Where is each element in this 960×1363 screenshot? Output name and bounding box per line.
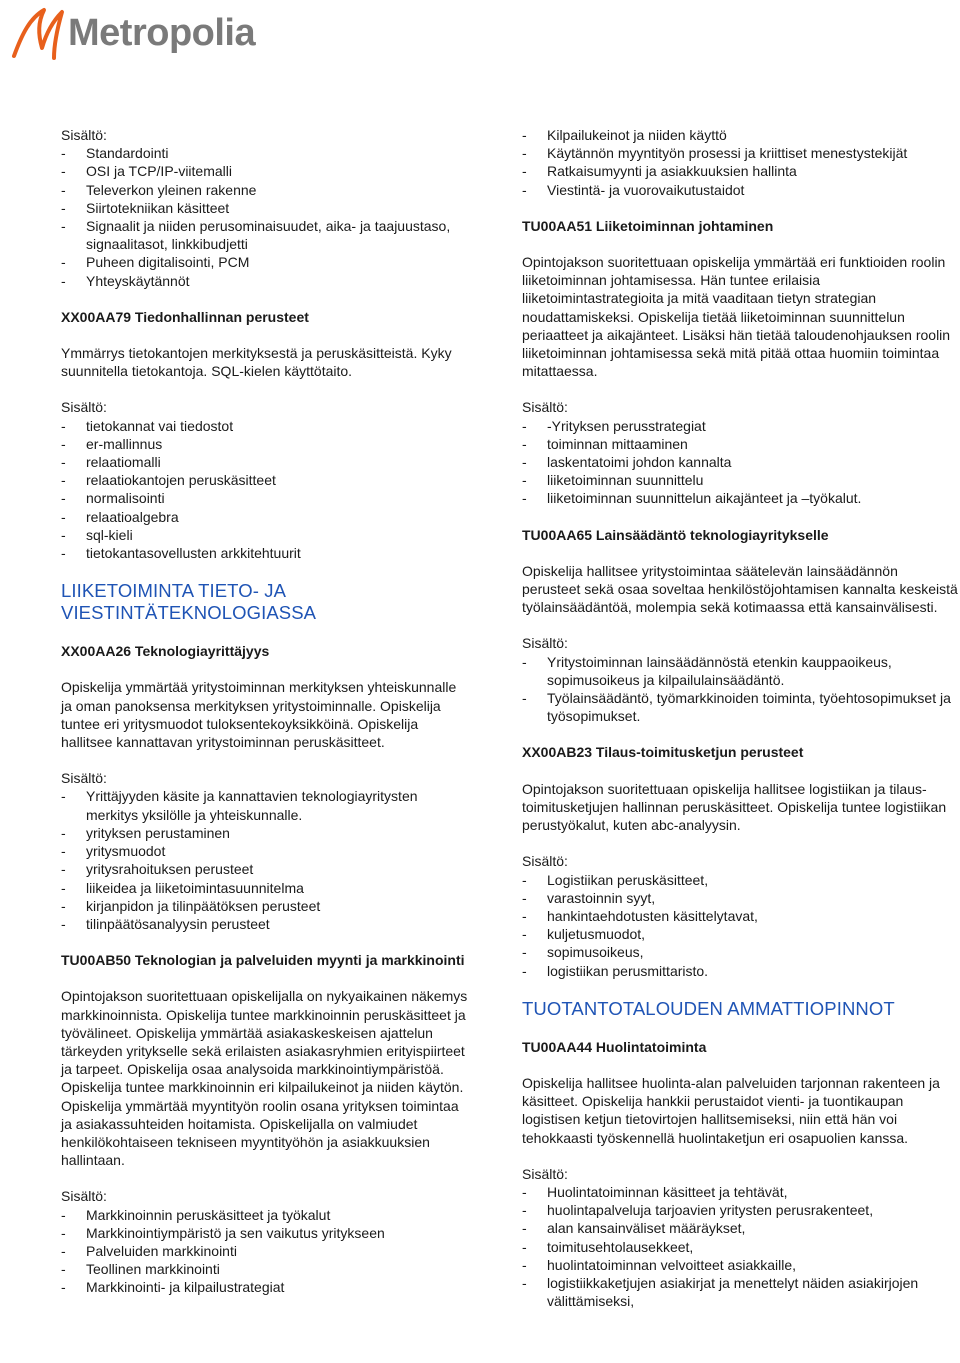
list-item: - sql-kieli [61,526,471,544]
intro-content [61,126,471,290]
content-label: Sisältö: [522,399,568,416]
course-title: XX00AA26 Teknologiayrittäjyys [61,643,270,660]
list-item: - sopimusoikeus, [522,943,960,961]
course-content [522,634,960,725]
list-item: - laskentatoimi johdon kannalta [522,453,960,471]
course-content [522,1165,960,1311]
list-item: - varastoinnin syyt, [522,889,960,907]
content-list-continued [522,126,960,199]
list-item: - Yrittäjyyden käsite ja kannattavien teknologiayritysten merkitys yksilölle ja yhteiskunnalle. [61,787,471,823]
list-item: - Markkinointi- ja kilpailustrategiat [61,1278,471,1296]
content-list [522,417,960,508]
list-item: - logistiikkaketjujen asiakirjat ja menettelyt näiden asiakirjojen välittämiseksi, [522,1274,960,1310]
section-heading-line: VIESTINTÄTEKNOLOGIASSA [61,602,317,624]
list-item: - OSI ja TCP/IP-viitemalli [61,162,471,180]
list-item: - Viestintä- ja vuorovaikutustaidot [522,181,960,199]
course-title: TU00AB50 Teknologian ja palveluiden myynti ja markkinointi [61,952,465,969]
list-item: - relaatiokantojen peruskäsitteet [61,471,471,489]
content-label: Sisältö: [61,1188,107,1205]
list-item: - kirjanpidon ja tilinpäätöksen perusteet [61,897,471,915]
content-list [61,787,471,933]
course-description: Ymmärrys tietokantojen merkityksestä ja peruskäsitteistä. Kyky suunnitella tietokantoja. SQL-kielen käyttötaito. [61,345,452,380]
list-item: - yritysmuodot [61,842,471,860]
list-item: - tietokantasovellusten arkkitehtuurit [61,544,471,562]
list-item: - Teollinen markkinointi [61,1260,471,1278]
list-item: - normalisointi [61,489,471,507]
content-label: Sisältö: [522,853,568,870]
course-description: Opiskelija ymmärtää yritystoiminnan merkityksen yhteiskunnalle ja oman panoksensa merkityksen yritystoiminnalle. Opiskelija tuntee eri yritysmuodot tuloksentekoyksikköinä. Opiskelija hallitsee kannattavan yritystoiminnan peruskäsitteet. [61,679,457,751]
content-list [522,871,960,980]
section-heading [61,580,471,624]
list-item: - logistiikan perusmittaristo. [522,962,960,980]
list-item: - yrityksen perustaminen [61,824,471,842]
course-content [61,769,471,933]
list-item: - tilinpäätösanalyysin perusteet [61,915,471,933]
list-item: - -Yrityksen perusstrategiat [522,417,960,435]
course-description: Opintojakson suoritettuaan opiskelija hallitsee logistiikan ja tilaus-toimitusketjujen hallinnan peruskäsitteet. Opiskelija tuntee logistiikan perustyökalut, kuten abc-analyysin. [522,780,947,834]
list-item: - Televerkon yleinen rakenne [61,181,471,199]
content-label: Sisältö: [61,127,107,143]
content-label: Sisältö: [61,770,107,787]
list-item: - Markkinointiympäristö ja sen vaikutus yritykseen [61,1224,471,1242]
list-item: - relaatiomalli [61,453,471,471]
metropolia-logo-icon [8,4,66,62]
course-title: TU00AA65 Lainsäädäntö teknologiayritykselle [522,526,829,543]
left-column [61,126,471,1315]
list-item: - toimitusehtolausekkeet, [522,1238,960,1256]
course-description: Opintojakson suoritettuaan opiskelija ymmärtää eri funktioiden roolin liiketoiminnan johtamisessa. Hän tuntee erilaisia liiketoimintastrategioita ja mitä vaaditaan tietyn strategian noudattamiskeksi. Opiskelija tietää liiketoiminnan suunnittelun periaatteet ja aikajänteet. Lisäksi hän tietää taloudenohjauksen roolin liiketoiminnan johtamisessa sekä mitä pitää ottaa huomiin toimintaa mitattaessa. [522,254,951,380]
list-item: - Logistiikan peruskäsitteet, [522,871,960,889]
section-heading: TUOTANTOTALOUDEN AMMATTIOPINNOT [522,997,895,1019]
list-item: - Signaalit ja niiden perusominaisuudet, aika- ja taajuustaso, signaalitasot, linkkibudjetti [61,217,471,253]
list-item: - huolintapalveluja tarjoavien yritysten perusrakenteet, [522,1201,960,1219]
course-description: Opiskelija hallitsee yritystoimintaa säätelevän lainsäädännön perusteet sekä osaa soveltaa henkilöstöjohtamisen kannalta keskeistä työlainsäädäntöä, molempia sekä kotimaassa että kansainvälisesti. [522,562,958,616]
list-item: - Markkinoinnin peruskäsitteet ja työkalut [61,1206,471,1224]
course-description: Opintojakson suoritettuaan opiskelijalla on nykyaikainen näkemys markkinoinnista. Opiskelija tuntee markkinoinnin peruskäsitteet ja työvälineet. Opiskelija ymmärtää asiakaskeskeisen ajattelun tärkeyden yritykselle sekä erilaisten asiakasryhmien erityispiirteet ja tarpeet. Opiskelija osaa analysoida markkinointiympäristöä. Opiskelija tuntee markkinoinnin eri kilpailukeinot ja niiden käytön. Opiskelija ymmärtää myyntityön roolin osana yrityksen toimintaa ja asiakassuhteiden hoitamista. Opiskelijalla on valmiudet henkilökohtaiseen tekniseen myyntityöhön ja asiakkuuksien hallintaan. [61,988,468,1169]
list-item: - hankintaehdotusten käsittelytavat, [522,907,960,925]
list-item: - huolintatoiminnan velvoitteet asiakkaille, [522,1256,960,1274]
course-content [522,398,960,507]
course-description: Opiskelija hallitsee huolinta-alan palveluiden tarjonnan rakenteen ja käsitteet. Opiskelija hankkii perustaidot vienti- ja tuontikaupan logistisen ketjun tietovirtojen hallitsemiseksi, niin että hän voi tehokkaasti työskennellä huolintaketjun eri osapuolien kanssa. [522,1074,940,1146]
content-list [61,417,471,563]
course-content [61,398,471,562]
list-item: - Siirtotekniikan käsitteet [61,199,471,217]
list-item: - liikeidea ja liiketoimintasuunnitelma [61,879,471,897]
content-list [61,1206,471,1297]
course-content [522,852,960,979]
list-item: - tietokannat vai tiedostot [61,417,471,435]
course-title: XX00AA79 Tiedonhallinnan perusteet [61,308,309,325]
list-item: - Yritystoiminnan lainsäädännöstä etenkin kauppaoikeus, sopimusoikeus ja kilpailulainsäädäntö. [522,653,960,689]
right-column [522,126,960,1328]
list-item: - relaatioalgebra [61,508,471,526]
content-label: Sisältö: [522,635,568,652]
list-item: - Ratkaisumyynti ja asiakkuuksien hallinta [522,162,960,180]
list-item: - yritysrahoituksen perusteet [61,860,471,878]
section-heading-line: LIIKETOIMINTA TIETO- JA [61,580,287,602]
course-title: XX00AB23 Tilaus-toimitusketjun perusteet [522,744,804,761]
logo-text: Metropolia [68,11,256,54]
list-item: - Työlainsäädäntö, työmarkkinoiden toiminta, työehtosopimukset ja työsopimukset. [522,689,960,725]
course-title: TU00AA44 Huolintatoiminta [522,1038,707,1055]
content-label: Sisältö: [61,399,107,416]
list-item: - Puheen digitalisointi, PCM [61,253,471,271]
list-item: - kuljetusmuodot, [522,925,960,943]
course-content [61,1187,471,1296]
list-item: - toiminnan mittaaminen [522,435,960,453]
list-item: - Standardointi [61,144,471,162]
list-item: - Kilpailukeinot ja niiden käyttö [522,126,960,144]
content-list [522,653,960,726]
course-title: TU00AA51 Liiketoiminnan johtaminen [522,217,774,234]
list-item: - liiketoiminnan suunnittelun aikajänteet ja –työkalut. [522,489,960,507]
content-list [61,144,471,290]
list-item: - Palveluiden markkinointi [61,1242,471,1260]
list-item: - Yhteyskäytännöt [61,272,471,290]
metropolia-logo [8,4,255,62]
list-item: - Käytännön myyntityön prosessi ja kriittiset menestystekijät [522,144,960,162]
list-item: - Huolintatoiminnan käsitteet ja tehtävät, [522,1183,960,1201]
list-item: - er-mallinnus [61,435,471,453]
content-label: Sisältö: [522,1165,568,1182]
content-list [522,1183,960,1310]
list-item: - liiketoiminnan suunnittelu [522,471,960,489]
list-item: - alan kansainväliset määräykset, [522,1219,960,1237]
